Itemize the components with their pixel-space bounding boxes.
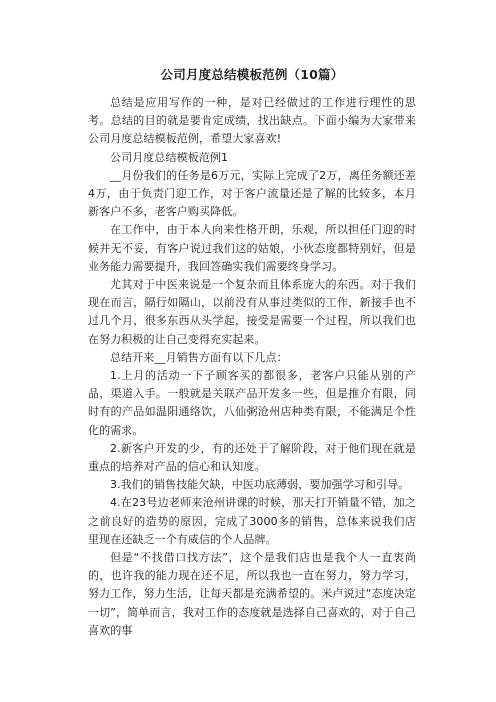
list-item: 1.上月的活动一下子顾客买的都很多，老客户只能从别的产品，渠道入手。一般就是关联产品开发多一些，但是推介有限，同时有的产品如温阳通络饮，八仙粥沧州店种类有限，不能满足个性化的需求。 (88, 369, 416, 437)
body-paragraph: 但是“不找借口找方法”，这个是我们店也是我个人一直衷尚的，也许我的能力现在还不足，所以我也一直在努力，努力学习，努力工作，努力生活，让每天都是充满希望的。米卢说过“态度决定一切”，简单而言，我对工作的态度就是选择自己喜欢的，对于自己喜欢的事 (88, 551, 416, 637)
body-paragraph: 尤其对于中医来说是一个复杂而且体系庞大的东西。对于我们现在而言，隔行如隔山，以前没有从事过类似的工作，新接手也不过几个月，很多东西从头学起，接受是需要一个过程，所以我们也在努力积极的让自己变得充实起来。 (88, 278, 416, 346)
document-title: 公司月度总结模板范例（10篇） (160, 67, 344, 82)
list-item: 4.在23号边老师来沧州讲课的时候，那天打开销量不错，加之之前良好的造势的原因，完成了3000多的销售，总体来说我们店里现在还缺乏一个有威信的个人品牌。 (88, 496, 416, 546)
list-item: 3.我们的销售技能欠缺，中医功底薄弱，要加强学习和引导。 (110, 478, 410, 492)
intro-paragraph: 总结是应用写作的一种，是对已经做过的工作进行理性的思考。总结的目的就是要肯定成绩，找出缺点。下面小编为大家带来公司月度总结模板范例，希望大家喜欢! (88, 96, 416, 146)
body-paragraph: __月份我们的任务是6万元，实际上完成了2万，离任务额还差4万，由于负责门迎工作，对于客户流量还是了解的比较多，本月新客户不多，老客户购买降低。 (88, 168, 416, 219)
list-item: 2.新客户开发的少，有的还处于了解阶段，对于他们现在就是重点的培养对产品的信心和认知度。 (88, 441, 416, 474)
section-heading: 公司月度总结模板范例1 (110, 150, 229, 164)
body-paragraph: 在工作中，由于本人向来性格开朗，乐观，所以担任门迎的时候并无不妥，有客户说过我们这的姑娘，小伙态度都特别好，但是业务能力需要提升，我回答确实我们需要终身学习。 (88, 223, 416, 273)
summary-lead: 总结开来__月销售方面有以下几点： (110, 350, 288, 364)
